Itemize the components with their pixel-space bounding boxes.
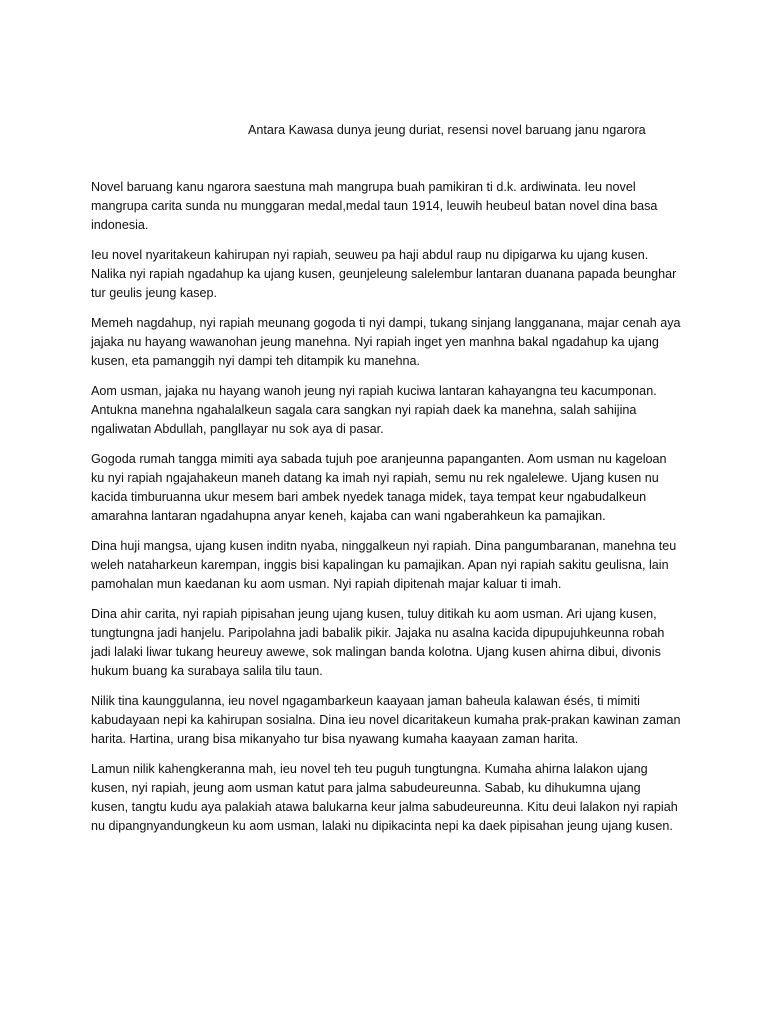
paragraph-8: Nilik tina kaunggulanna, ieu novel ngagambarkeun kaayaan jaman baheula kalawan ésés, ti mimiti kabudayaan nepi ka kahirupan sosialna. Dina ieu novel dicaritakeun kumaha prak-prakan kawinan zaman harita. Hartina, urang bisa mikanyaho tur bisa nyawang kumaha kaayaan zaman harita.: [91, 694, 681, 746]
paragraph-2: Ieu novel nyaritakeun kahirupan nyi rapiah, seuweu pa haji abdul raup nu dipigarwa ku ujang kusen. Nalika nyi rapiah ngadahup ka ujang kusen, geunjeleung salelembur lantaran duanana papada beunghar tur geulis jeung kasep.: [91, 248, 677, 300]
paragraph-4: Aom usman, jajaka nu hayang wanoh jeung nyi rapiah kuciwa lantaran kahayangna teu kacumponan. Antukna manehna ngahalalkeun sagala cara sangkan nyi rapiah daek ka manehna, salah sahijina ngaliwatan Abdullah, pangllayar nu sok aya di pasar.: [91, 384, 657, 436]
paragraph-3: Memeh nagdahup, nyi rapiah meunang gogoda ti nyi dampi, tukang sinjang langganana, majar cenah aya jajaka nu hayang wawanohan jeung manehna. Nyi rapiah inget yen manhna bakal ngadahup ka ujang kusen, eta pamanggih nyi dampi teh ditampik ku manehna.: [91, 316, 681, 368]
paragraph-9: Lamun nilik kahengkeranna mah, ieu novel teh teu puguh tungtungna. Kumaha ahirna lalakon ujang kusen, nyi rapiah, jeung aom usman katut para jalma sabudeureunna. Sabab, ku dihukumna ujang kusen, tangtu kudu aya palakiah atawa balukarna keur jalma sabudeureunna. Kitu deui lalakon nyi rapiah nu dipangnyandungkeun ku aom usman, lalaki nu dipikacinta nepi ka daek pipisahan jeung ujang kusen.: [91, 762, 678, 833]
document-title: Antara Kawasa dunya jeung duriat, resensi novel baruang janu ngarora: [248, 123, 646, 137]
paragraph-5: Gogoda rumah tangga mimiti aya sabada tujuh poe aranjeunna papanganten. Aom usman nu kageloan ku nyi rapiah ngajahakeun maneh datang ka imah nyi rapiah, semu nu rek ngalelewe. Ujang kusen nu kacida timburuanna ukur mesem bari ambek nyedek tanaga midek, taya tempat keur ngabudalkeun amarahna lantaran ngadahupna anyar keneh, kajaba can wani ngaberahkeun ka pamajikan.: [91, 452, 667, 523]
document-body: [91, 178, 681, 847]
paragraph-7: Dina ahir carita, nyi rapiah pipisahan jeung ujang kusen, tuluy ditikah ku aom usman. Ari ujang kusen, tungtungna jadi hanjelu. Paripolahna jadi babalik pikir. Jajaka nu asalna kacida dipupujuhkeunna robah jadi lalaki liwar tukang heureuy awewe, sok malingan banda kolotna. Ujang kusen ahirna dibui, divonis hukum buang ka surabaya salila tilu taun.: [91, 607, 665, 678]
paragraph-1: Novel baruang kanu ngarora saestuna mah mangrupa buah pamikiran ti d.k. ardiwinata. Ieu novel mangrupa carita sunda nu munggaran medal,medal taun 1914, leuwih heubeul batan novel dina basa indonesia.: [91, 180, 658, 232]
paragraph-6: Dina huji mangsa, ujang kusen inditn nyaba, ninggalkeun nyi rapiah. Dina pangumbaranan, manehna teu weleh nataharkeun karempan, inggis bisi kapalingan ku pamajikan. Apan nyi rapiah sakitu geulisna, lain pamohalan mun kaedanan ku aom usman. Nyi rapiah dipitenah majar kaluar ti imah.: [91, 539, 677, 591]
